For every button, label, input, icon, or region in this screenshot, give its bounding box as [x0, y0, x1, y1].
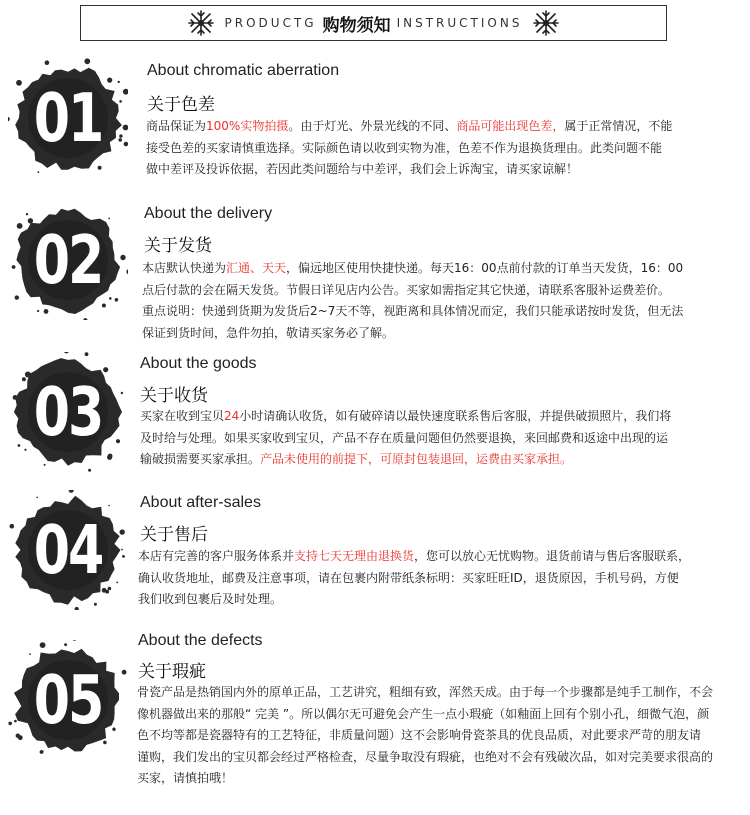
section-number-badge	[8, 640, 128, 760]
section-body-text	[140, 406, 740, 471]
highlight-text: 产品未使用的前提下，可原封包装退回，运费由买家承担。	[260, 452, 573, 466]
section-english-title: About the defects	[138, 632, 263, 649]
body-line	[137, 747, 737, 769]
body-text-segment: 我们收到包裹后及时处理。	[138, 592, 283, 606]
section-chinese-title: 关于收货	[140, 386, 208, 406]
body-text-segment: 确认收货地址，邮费及注意事项，请在包裹内附带纸条标明：买家旺旺ID，退货原因，手机号码，方便	[138, 570, 679, 585]
section-chinese-title: 关于发货	[144, 236, 212, 256]
body-text-segment: 像机器做出来的那般“ 完美 ”。所以偶尔无可避免会产生一点小瑕疵（如釉面上回有个别小孔，细微气泡，颜	[137, 706, 710, 721]
body-line	[142, 280, 742, 302]
section-english-title: About the goods	[140, 355, 257, 372]
section-body-text	[138, 546, 738, 611]
header-right-text: INSTRUCTIONS	[396, 16, 523, 30]
body-text-segment: 色不均等都是瓷器特有的工艺特征，非质量问题）这不会影响骨瓷茶具的优良品质，对此要求严苛的朋友请	[137, 728, 702, 742]
body-line	[146, 138, 746, 160]
section-number-badge	[8, 490, 128, 610]
body-line	[138, 546, 738, 568]
section-number-badge	[8, 200, 128, 320]
body-line	[137, 704, 737, 726]
highlight-text: 100%实物拍摄	[206, 119, 289, 133]
highlight-text: 商品可能出现色差，	[456, 119, 565, 133]
section-number: 01	[33, 78, 103, 158]
body-text-segment: 及时给与处理。如果买家收到宝贝，产品不存在质量问题但仍然要退换，来回邮费和返途中出现的运	[140, 430, 669, 445]
section-chinese-title: 关于色差	[147, 95, 215, 115]
body-line	[140, 406, 740, 428]
header-left-text: PRODUCTG	[224, 16, 317, 30]
section-chinese-title: 关于瑕疵	[138, 662, 206, 682]
section-number: 03	[33, 372, 103, 452]
section-body-text	[146, 116, 746, 181]
body-text-segment: 重点说明：快递到货期为发货后2~7天不等，视距离和具体情况而定，我们只能承诺按时发货，但无法	[142, 304, 684, 318]
snowflake-ornament-icon	[532, 9, 560, 37]
body-text-segment: ，您可以放心无忧购物。退货前请与售后客服联系，	[414, 549, 691, 563]
page-title: 购物须知	[322, 15, 391, 36]
body-line	[146, 159, 746, 181]
body-line	[146, 116, 746, 138]
highlight-text: 汇通、天天	[226, 261, 287, 275]
section-number: 05	[33, 660, 103, 740]
body-text-segment: 买家，请慎拍哦！	[137, 771, 234, 785]
body-text-segment: 本店默认快递为	[142, 261, 227, 275]
section-chinese-title: 关于售后	[140, 525, 208, 545]
body-line	[137, 768, 737, 790]
body-line	[137, 682, 737, 704]
body-text-segment: 保证到货时间，急件勿拍，敬请买家务必了解。	[142, 325, 395, 340]
highlight-text: 支持七天无理由退换货	[294, 549, 415, 563]
section-number: 02	[33, 220, 103, 300]
section-english-title: About the delivery	[144, 205, 273, 222]
body-text-segment: 商品保证为	[146, 119, 207, 133]
section-number: 04	[33, 510, 103, 590]
body-line	[140, 428, 740, 450]
section-english-title: About after-sales	[140, 494, 261, 511]
body-line	[142, 323, 742, 345]
body-text-segment: 买家在收到宝贝	[140, 409, 225, 423]
instructions-header	[80, 5, 667, 41]
body-line	[142, 258, 742, 280]
body-line	[138, 568, 738, 590]
highlight-text: 24	[224, 409, 240, 423]
body-text-segment: 小时请确认收货，如有破碎请以最快速度联系售后客服，并提供破损照片，我们将	[239, 409, 672, 423]
section-number-badge	[8, 58, 128, 178]
body-text-segment: 骨瓷产品是热销国内外的原单正品，工艺讲究，粗细有致，浑然天成。由于每一个步骤都是纯手工制作，不会	[137, 685, 714, 699]
body-text-segment: 属于正常情况，不能	[564, 119, 673, 133]
body-text-segment: 点后付款的会在隔天发货。节假日详见店内公告。买家如需指定其它快递，请联系客服补运费差价。	[142, 282, 671, 297]
body-text-segment: 接受色差的买家请慎重选择。实际颜色请以收到实物为准，色差不作为退换货理由。此类问题不能	[146, 140, 663, 155]
section-body-text	[142, 258, 742, 344]
body-text-segment: 输破损需要买家承担。	[140, 452, 261, 466]
body-line	[140, 449, 740, 471]
section-body-text	[137, 682, 737, 790]
body-text-segment: 谨购，我们发出的宝贝都会经过严格检查，尽量争取没有瑕疵，也绝对不会有残破次品，如对完美要求很高的	[137, 749, 714, 764]
section-english-title: About chromatic aberration	[147, 62, 340, 79]
section-number-badge	[8, 352, 128, 472]
body-line	[142, 301, 742, 323]
snowflake-ornament-icon	[187, 9, 215, 37]
body-line	[137, 725, 737, 747]
body-line	[138, 589, 738, 611]
body-text-segment: ，偏远地区使用快捷快递。每天16：00点前付款的订单当天发货，16：00	[286, 261, 684, 275]
body-text-segment: 本店有完善的客户服务体系并	[138, 549, 295, 563]
body-text-segment: 。由于灯光、外景光线的不同、	[288, 119, 457, 133]
body-text-segment: 做中差评及投诉依据，若因此类问题给与中差评，我们会上诉淘宝，请买家谅解！	[146, 162, 579, 176]
